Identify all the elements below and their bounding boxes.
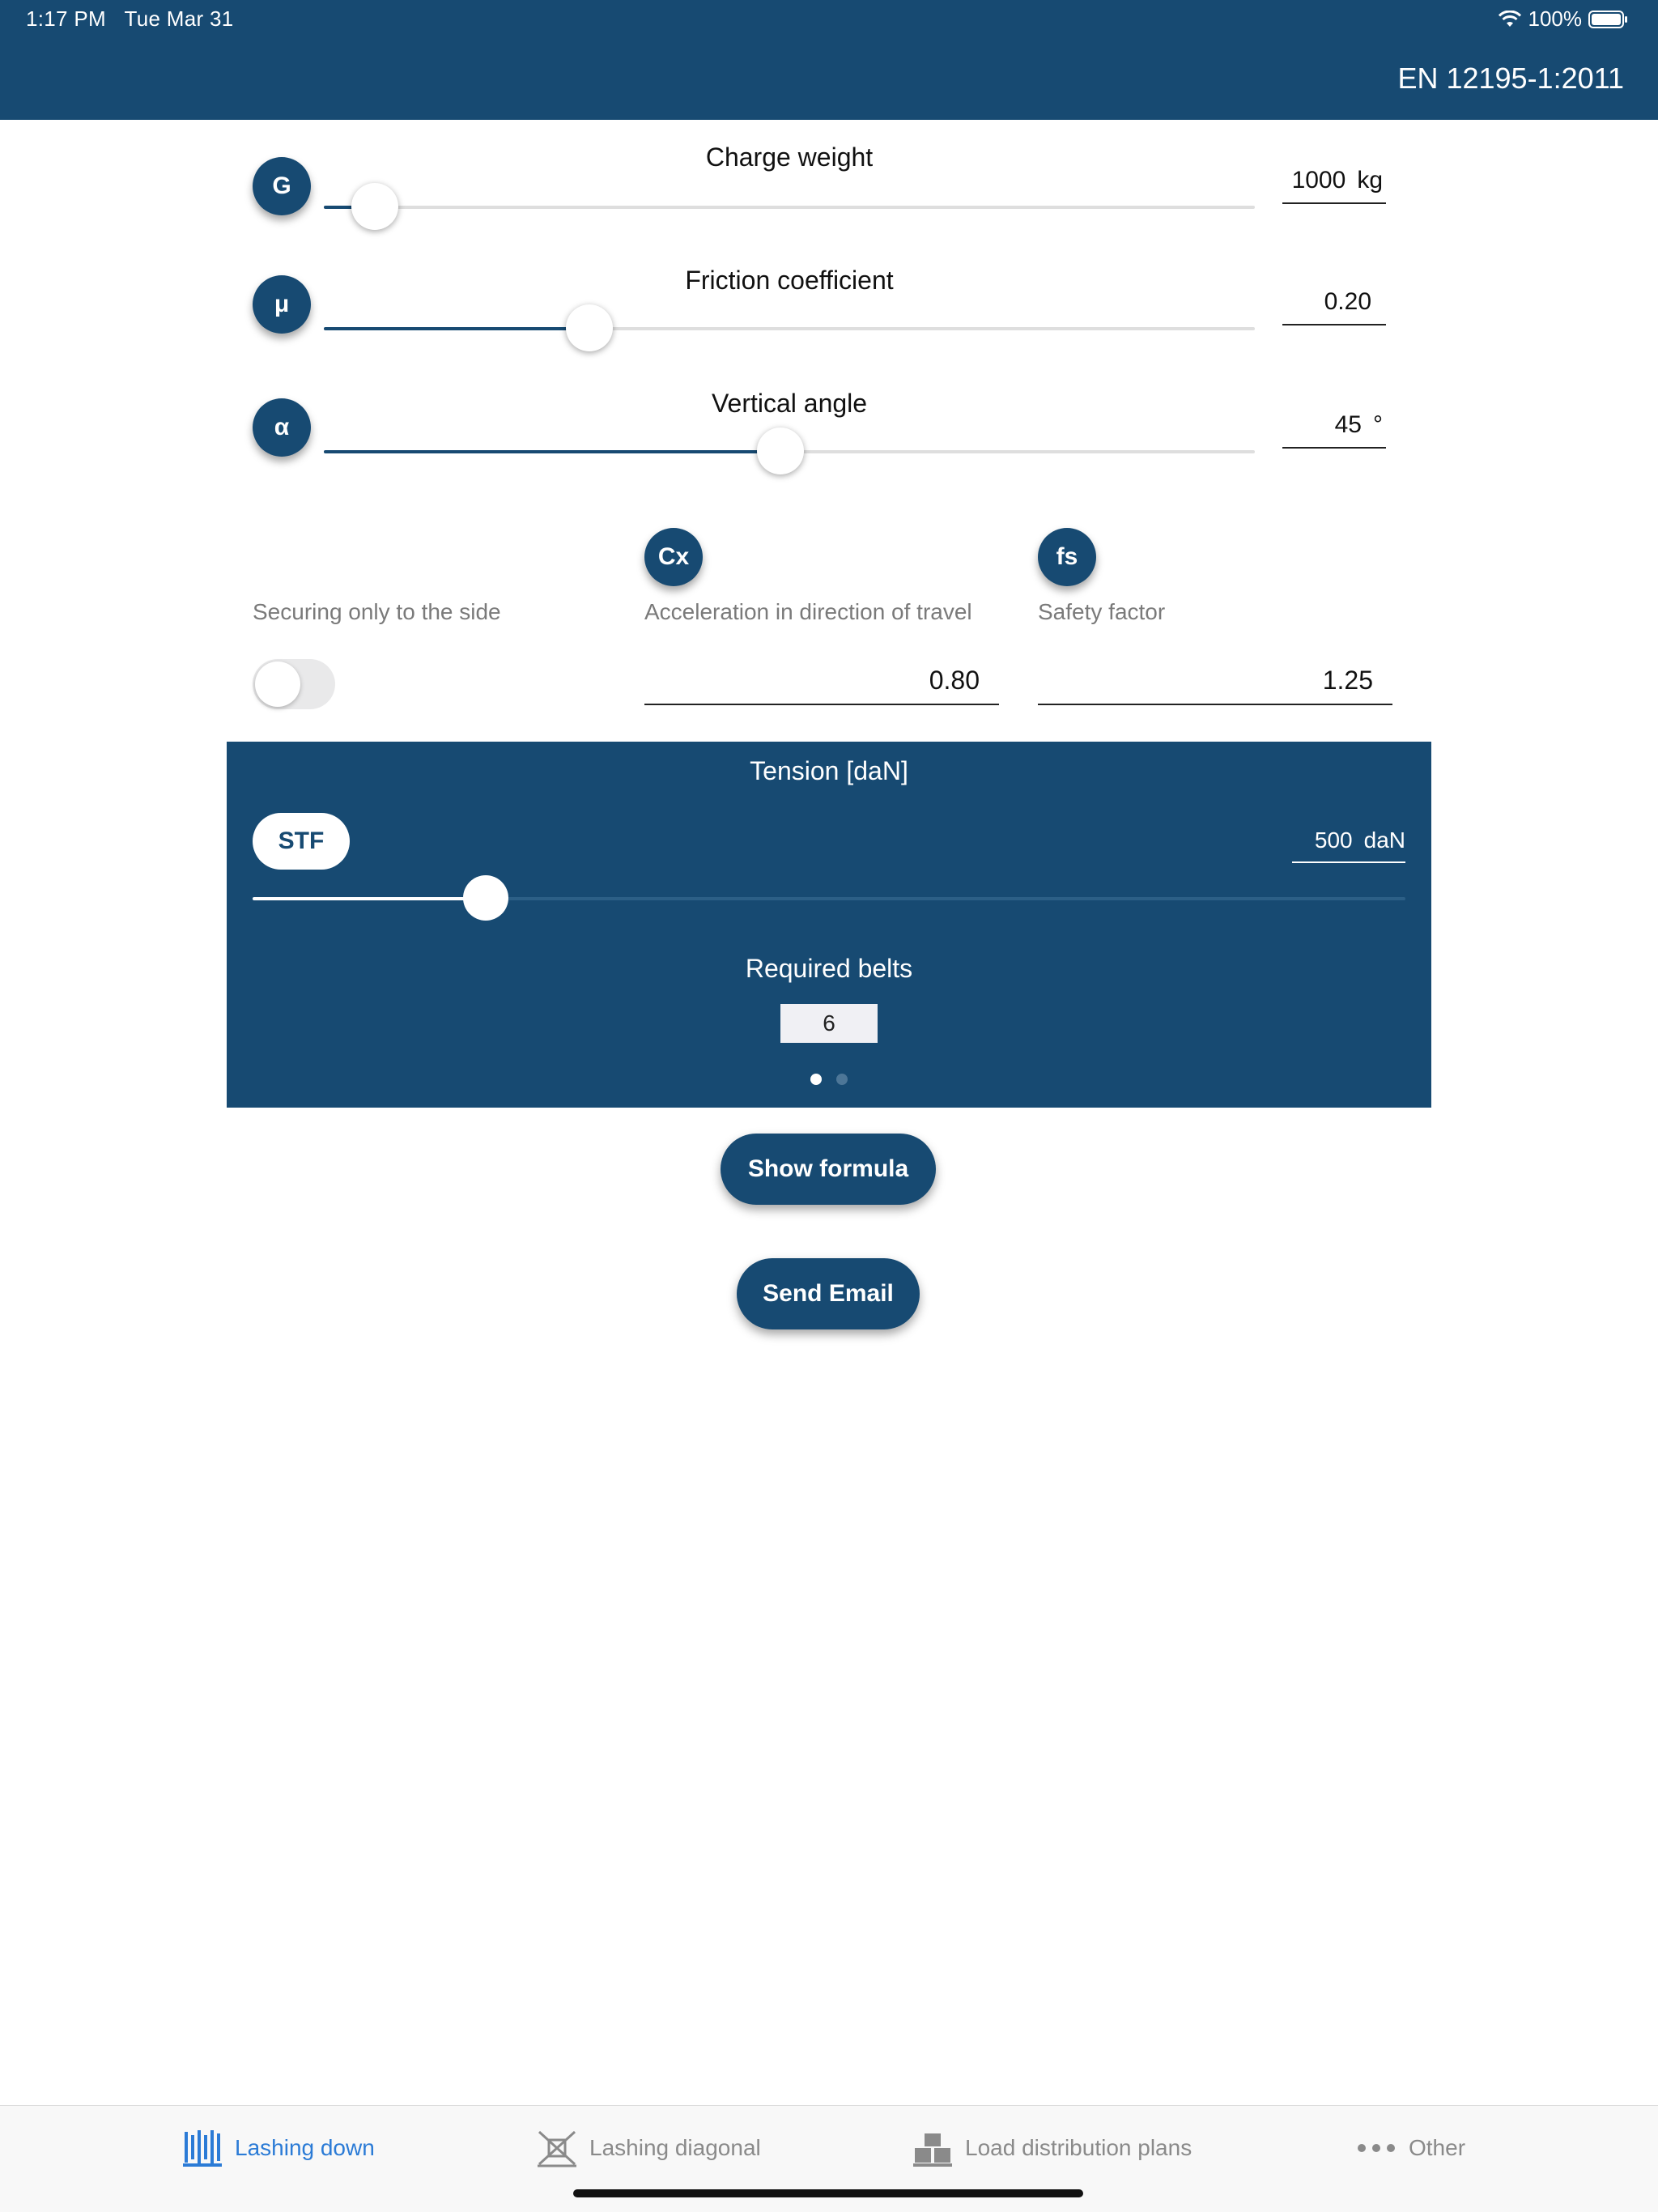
unit-text: °	[1373, 411, 1383, 438]
toggle-knob	[255, 661, 300, 707]
tab-load-distribution-plans[interactable]	[912, 2129, 1192, 2167]
charge-weight-slider[interactable]	[324, 206, 1255, 209]
load-distribution-icon	[912, 2129, 954, 2167]
unit-text: daN	[1363, 827, 1405, 853]
value-text: 1000	[1291, 167, 1346, 194]
page-dot[interactable]	[836, 1074, 848, 1085]
slider-label: Vertical angle	[711, 389, 868, 418]
cx-badge[interactable]: Cx	[644, 528, 703, 586]
safety-factor-field[interactable]: 1.25	[1038, 666, 1392, 705]
battery-icon	[1588, 10, 1629, 29]
side-securing-toggle[interactable]	[253, 659, 335, 709]
tab-other[interactable]	[1355, 2129, 1465, 2167]
status-time	[26, 6, 234, 32]
safety-factor-label: Safety factor	[1038, 599, 1166, 624]
slider-thumb[interactable]	[566, 304, 613, 351]
tab-label: Lashing diagonal	[589, 2135, 761, 2160]
show-formula-button[interactable]: Show formula	[721, 1134, 936, 1205]
value-text: 500	[1314, 827, 1353, 853]
slider-row-charge-weight	[0, 138, 1658, 235]
more-icon	[1355, 2129, 1397, 2167]
tab-label: Other	[1409, 2135, 1466, 2160]
send-email-button[interactable]: Send Email	[737, 1258, 920, 1329]
required-belts-value: 6	[780, 1004, 878, 1043]
friction-coefficient-slider[interactable]	[324, 327, 1255, 330]
slider-label: Charge weight	[705, 143, 874, 172]
fs-badge[interactable]: fs	[1038, 528, 1096, 586]
alpha-badge[interactable]: α	[253, 398, 311, 457]
acceleration-label: Acceleration in direction of travel	[644, 599, 972, 624]
tension-slider[interactable]	[253, 897, 1405, 900]
vertical-angle-slider[interactable]	[324, 450, 1255, 453]
status-date: Tue Mar 31	[124, 6, 234, 31]
tab-label: Load distribution plans	[965, 2135, 1192, 2160]
app-header	[0, 0, 1658, 120]
lashing-diagonal-icon	[536, 2129, 578, 2167]
page-indicator[interactable]	[227, 1074, 1431, 1085]
home-indicator[interactable]	[573, 2189, 1083, 2197]
slider-thumb[interactable]	[463, 875, 508, 921]
slider-row-friction-coefficient	[0, 261, 1658, 358]
friction-coefficient-field[interactable]	[1282, 288, 1386, 325]
side-securing-label: Securing only to the side	[253, 599, 501, 624]
unit-text: kg	[1357, 167, 1383, 194]
tension-title: Tension [daN]	[750, 756, 908, 785]
stf-button[interactable]: STF	[253, 813, 350, 870]
slider-row-vertical-angle	[0, 384, 1658, 481]
standard-title: EN 12195-1:2011	[1397, 62, 1624, 95]
tab-lashing-down[interactable]	[181, 2129, 375, 2167]
mu-badge[interactable]: μ	[253, 275, 311, 334]
tension-panel	[227, 742, 1431, 1108]
status-clock: 1:17 PM	[26, 6, 106, 31]
tab-lashing-diagonal[interactable]	[536, 2129, 761, 2167]
tension-value-field[interactable]	[1292, 827, 1405, 863]
acceleration-field[interactable]: 0.80	[644, 666, 999, 705]
slider-label: Friction coefficient	[685, 266, 894, 295]
slider-fill	[324, 450, 780, 453]
slider-fill	[324, 327, 589, 330]
value-text: 45	[1334, 411, 1362, 438]
lashing-down-icon	[181, 2129, 223, 2167]
slider-thumb[interactable]	[757, 428, 804, 474]
tab-label: Lashing down	[235, 2135, 375, 2160]
page-dot[interactable]	[810, 1074, 822, 1085]
required-belts-label: Required belts	[745, 954, 913, 983]
slider-thumb[interactable]	[351, 183, 398, 230]
battery-percent: 100%	[1528, 6, 1582, 31]
vertical-angle-field[interactable]	[1282, 411, 1386, 449]
value-text: 0.20	[1324, 288, 1371, 315]
weight-badge[interactable]: G	[253, 157, 311, 215]
wifi-icon	[1498, 11, 1522, 28]
status-indicators	[1498, 6, 1630, 32]
slider-fill	[253, 897, 486, 900]
charge-weight-field[interactable]	[1282, 167, 1386, 204]
